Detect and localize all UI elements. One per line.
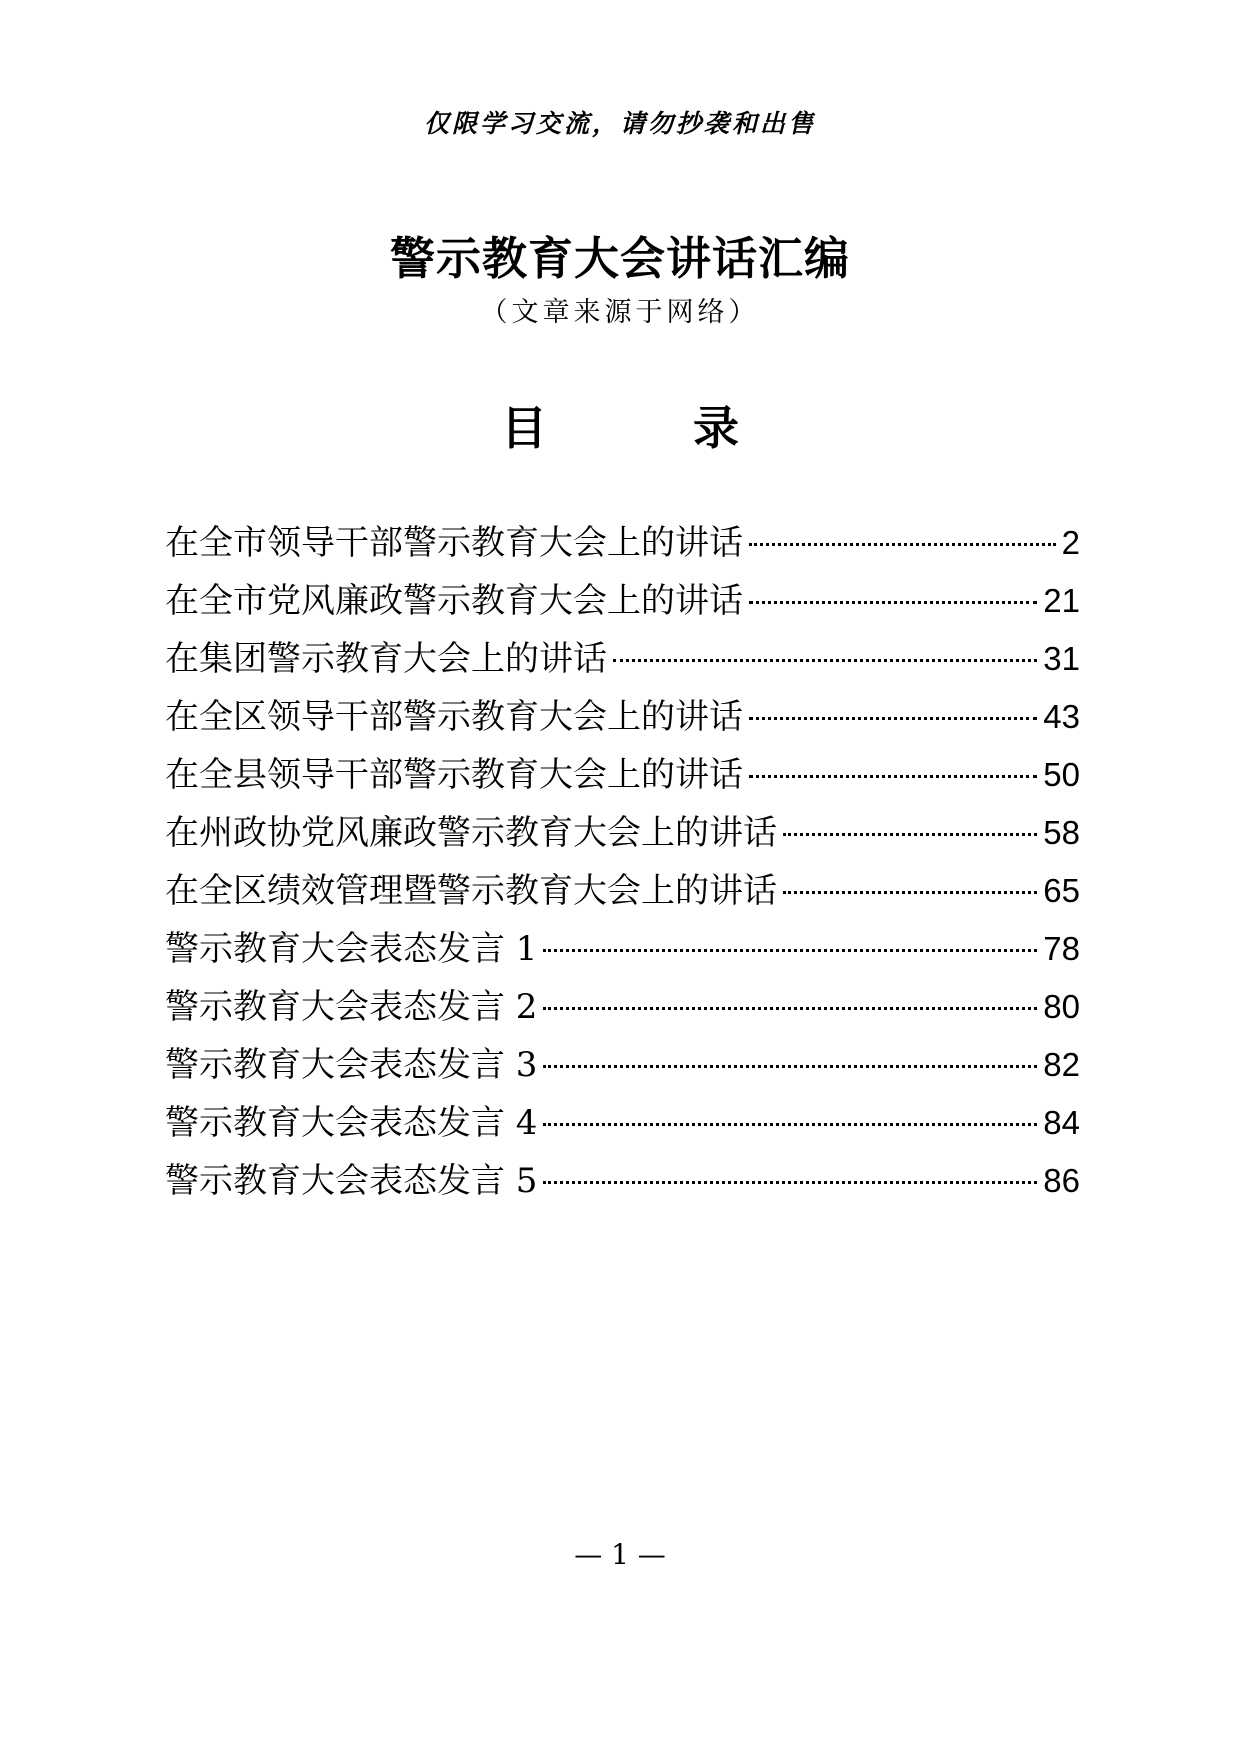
toc-entry-title: 在全区绩效管理暨警示教育大会上的讲话 [165, 871, 777, 911]
document-subtitle: （文章来源于网络） [480, 297, 760, 328]
toc-entry-page: 2 [1061, 524, 1080, 561]
page-number: — 1 — [574, 1538, 666, 1571]
toc-entry-page: 65 [1043, 872, 1080, 909]
toc-entry-title: 在州政协党风廉政警示教育大会上的讲话 [165, 813, 777, 853]
toc-entry[interactable] [165, 1094, 1080, 1152]
toc-entry[interactable] [165, 978, 1080, 1036]
toc-entry-title: 警示教育大会表态发言 4 [165, 1103, 538, 1143]
toc-dot-leader [783, 891, 1037, 894]
toc-entry-title: 在集团警示教育大会上的讲话 [165, 639, 607, 679]
toc-entry[interactable] [165, 688, 1080, 746]
toc-entry[interactable] [165, 920, 1080, 978]
toc-dot-leader [543, 1007, 1037, 1010]
toc-entry-title: 警示教育大会表态发言 2 [165, 987, 538, 1027]
toc-dot-leader [749, 775, 1037, 778]
document-title: 警示教育大会讲话汇编 [389, 232, 850, 285]
toc-dot-leader [749, 543, 1056, 546]
toc-entry-page: 84 [1043, 1104, 1080, 1141]
toc-entry-page: 43 [1043, 698, 1080, 735]
toc-entry[interactable] [165, 746, 1080, 804]
toc-entry-title: 警示教育大会表态发言 3 [165, 1045, 538, 1085]
toc-entry[interactable] [165, 630, 1080, 688]
toc-entry-page: 78 [1043, 930, 1080, 967]
toc-dot-leader [543, 1123, 1037, 1126]
toc-entry[interactable] [165, 1152, 1080, 1210]
toc-entry[interactable] [165, 572, 1080, 630]
toc-entry-page: 31 [1043, 640, 1080, 677]
toc-entry-page: 86 [1043, 1162, 1080, 1199]
toc-entry-title: 在全市党风廉政警示教育大会上的讲话 [165, 581, 743, 621]
toc-dot-leader [543, 949, 1037, 952]
toc-entry[interactable] [165, 1036, 1080, 1094]
toc-entry-title: 在全区领导干部警示教育大会上的讲话 [165, 697, 743, 737]
toc-entry[interactable] [165, 862, 1080, 920]
toc-entry-page: 58 [1043, 814, 1080, 851]
toc-entry[interactable] [165, 804, 1080, 862]
toc-entry[interactable] [165, 514, 1080, 572]
toc-heading: 目 录 [501, 401, 789, 455]
toc-entry-title: 警示教育大会表态发言 5 [165, 1161, 538, 1201]
toc-dot-leader [749, 601, 1037, 604]
toc-entry-title: 在全县领导干部警示教育大会上的讲话 [165, 755, 743, 795]
table-of-contents [165, 514, 1080, 1210]
toc-dot-leader [543, 1065, 1037, 1068]
toc-dot-leader [783, 833, 1037, 836]
toc-entry-page: 50 [1043, 756, 1080, 793]
toc-entry-title: 在全市领导干部警示教育大会上的讲话 [165, 523, 743, 563]
toc-entry-title: 警示教育大会表态发言 1 [165, 929, 538, 969]
toc-dot-leader [613, 659, 1037, 662]
toc-entry-page: 82 [1043, 1046, 1080, 1083]
toc-entry-page: 21 [1043, 582, 1080, 619]
toc-dot-leader [543, 1181, 1037, 1184]
toc-entry-page: 80 [1043, 988, 1080, 1025]
usage-notice: 仅限学习交流，请勿抄袭和出售 [423, 109, 816, 138]
toc-dot-leader [749, 717, 1037, 720]
